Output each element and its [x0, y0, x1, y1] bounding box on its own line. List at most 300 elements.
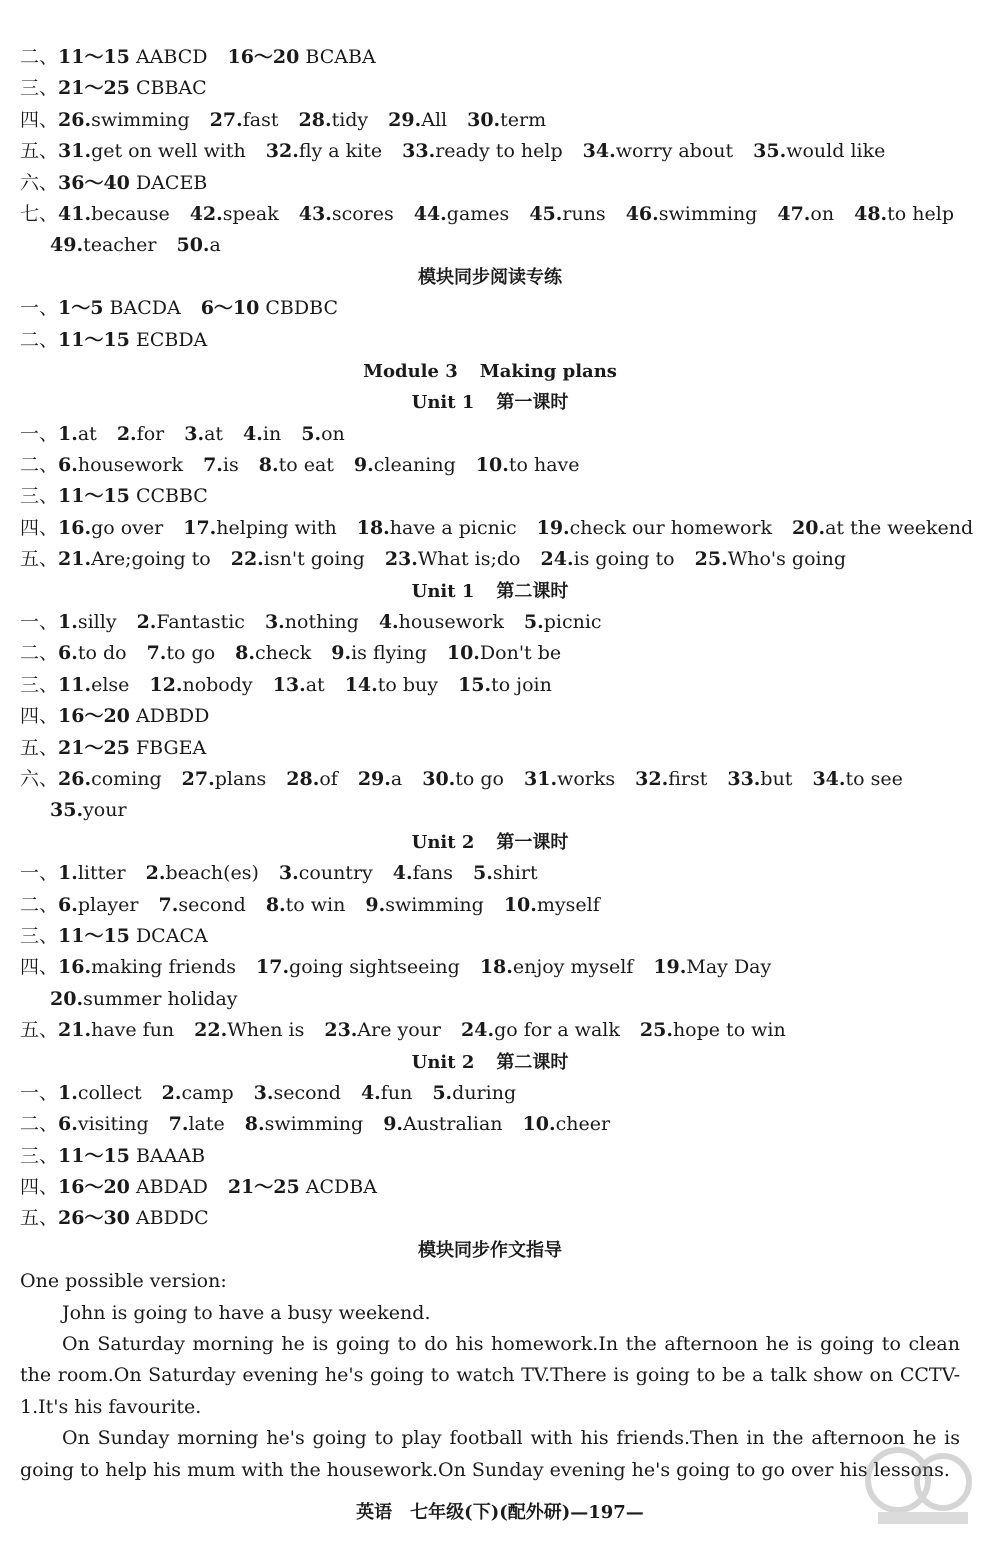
answer-line: [20, 764, 960, 795]
answer-line: [20, 1141, 960, 1172]
answer-text: Australian: [403, 1113, 503, 1136]
answer-text: because: [91, 202, 170, 225]
answer-text: silly: [77, 611, 117, 634]
question-number: 29.: [388, 108, 422, 131]
answer-item: [58, 517, 163, 539]
answer-text: for: [136, 422, 165, 445]
answer-item: [695, 548, 846, 570]
section-number: 三、: [20, 77, 59, 100]
answer-item: [383, 1113, 502, 1135]
question-number: 11～15: [58, 328, 130, 351]
answer-text: is going to: [573, 548, 675, 571]
question-number: 9.: [353, 454, 374, 477]
section-number: 四、: [20, 956, 59, 979]
answer-item: [50, 988, 238, 1010]
answer-item: [201, 297, 338, 319]
question-number: 6.: [58, 893, 78, 916]
answer-text: camp: [181, 1081, 234, 1104]
section-number: 一、: [20, 611, 59, 634]
answer-line: [20, 701, 960, 732]
answer-text: second: [273, 1081, 341, 1104]
answer-item: [184, 423, 223, 445]
section-heading: [20, 1235, 960, 1266]
answer-text: at the weekend: [825, 516, 974, 539]
answer-item: [58, 485, 208, 507]
answer-item: [379, 611, 504, 633]
answer-text: ABDDC: [129, 1207, 209, 1230]
section-number: 三、: [20, 673, 59, 696]
answer-text: country: [298, 862, 373, 885]
answer-line: [20, 136, 960, 167]
answer-text: worry about: [615, 140, 734, 163]
answer-text: DCACA: [129, 924, 208, 947]
answer-line: [20, 1203, 960, 1234]
answer-text: CBBAC: [129, 77, 207, 100]
question-number: 22.: [194, 1019, 228, 1042]
question-number: 49.: [50, 234, 84, 257]
answer-text: cheer: [555, 1113, 611, 1136]
section-number: 五、: [20, 548, 59, 571]
question-number: 11～15: [58, 485, 130, 508]
section-number: 六、: [20, 767, 59, 790]
answer-text: but: [760, 767, 793, 790]
answer-text: in: [262, 422, 282, 445]
question-number: 32.: [265, 140, 299, 163]
question-number: 27.: [209, 108, 243, 131]
heading-subtitle: Making plans: [479, 360, 617, 382]
answer-lines: [20, 42, 974, 1266]
answer-text: picnic: [543, 611, 602, 634]
question-number: 22.: [230, 548, 264, 571]
question-number: 16～20: [58, 1176, 130, 1199]
answer-item: [58, 140, 246, 162]
question-number: 21～25: [58, 736, 130, 759]
answer-text: What is;do: [417, 548, 521, 571]
answer-text: visiting: [77, 1113, 149, 1136]
answer-text: go for a walk: [494, 1019, 620, 1042]
question-number: 35.: [50, 799, 84, 822]
question-number: 11～15: [58, 1144, 130, 1167]
question-number: 48.: [854, 202, 888, 225]
section-number: 二、: [20, 328, 59, 351]
question-number: 10.: [503, 893, 537, 916]
section-number: 四、: [20, 1176, 59, 1199]
question-number: 24.: [540, 548, 574, 571]
answer-text: swimming: [91, 108, 190, 131]
answer-item: [273, 674, 325, 696]
answer-item: [117, 423, 164, 445]
question-number: 17.: [256, 956, 290, 979]
answer-line: [20, 1078, 960, 1109]
question-number: 17.: [183, 516, 217, 539]
question-number: 23.: [324, 1019, 358, 1042]
answer-item: [58, 956, 236, 978]
heading-subtitle: 第一课时: [496, 831, 569, 853]
question-number: 8.: [244, 1113, 265, 1136]
answer-text: fast: [242, 108, 279, 131]
answer-text: Don't be: [479, 642, 562, 665]
answer-item: [58, 46, 207, 68]
watermark-logo: [858, 1440, 978, 1530]
answer-item: [635, 768, 707, 790]
question-number: 11.: [58, 673, 92, 696]
section-number: 二、: [20, 893, 59, 916]
answer-item: [480, 956, 634, 978]
question-number: 28.: [298, 108, 332, 131]
section-number: 五、: [20, 1207, 59, 1230]
answer-item: [476, 454, 580, 476]
answer-text: BAAAB: [129, 1144, 206, 1167]
answer-item: [777, 203, 834, 225]
answer-item: [640, 1019, 786, 1041]
section-number: 三、: [20, 1144, 59, 1167]
answer-line: [20, 952, 960, 983]
answer-text: at: [77, 422, 97, 445]
question-number: 21.: [58, 1019, 92, 1042]
answer-text: coming: [91, 767, 162, 790]
answer-item: [266, 894, 346, 916]
section-number: 一、: [20, 862, 59, 885]
question-number: 9.: [365, 893, 386, 916]
answer-item: [254, 1082, 341, 1104]
question-number: 7.: [168, 1113, 189, 1136]
question-number: 27.: [181, 767, 215, 790]
question-number: 2.: [145, 862, 166, 885]
question-number: 5.: [472, 862, 493, 885]
heading-title: Unit 1: [411, 580, 475, 602]
section-heading: [20, 387, 960, 418]
question-number: 25.: [694, 548, 728, 571]
question-number: 25.: [639, 1019, 673, 1042]
section-number: 五、: [20, 736, 59, 759]
section-number: 二、: [20, 46, 59, 68]
answer-text: player: [77, 893, 139, 916]
question-number: 10.: [475, 454, 509, 477]
answer-line: [20, 105, 960, 136]
question-number: 7.: [203, 454, 223, 477]
answer-text: at: [204, 422, 224, 445]
answer-text: BCABA: [299, 46, 376, 68]
heading-title: Unit 1: [411, 392, 475, 414]
question-number: 30.: [467, 108, 501, 131]
question-number: 3.: [253, 1081, 274, 1104]
answer-item: [365, 894, 483, 916]
answer-text: DACEB: [129, 171, 208, 194]
question-number: 21～25: [227, 1176, 300, 1199]
answer-item: [541, 548, 675, 570]
answer-item: [169, 1113, 225, 1135]
answer-item: [50, 799, 127, 821]
section-heading: [20, 356, 960, 387]
answer-text: Fantastic: [156, 611, 245, 634]
question-number: 28.: [286, 767, 320, 790]
question-number: 20.: [792, 516, 826, 539]
answer-text: term: [500, 108, 547, 131]
answer-item: [727, 768, 792, 790]
answer-item: [432, 1082, 516, 1104]
question-number: 33.: [402, 140, 436, 163]
question-number: 18.: [479, 956, 513, 979]
question-number: 1.: [58, 1081, 78, 1104]
heading-subtitle: 第一课时: [496, 392, 569, 414]
answer-text: to go: [455, 767, 504, 790]
answer-item: [467, 109, 546, 131]
section-number: 四、: [20, 516, 59, 539]
answer-line: [20, 42, 960, 73]
answer-item: [653, 956, 771, 978]
answer-item: [402, 140, 563, 162]
answer-text: to eat: [278, 454, 334, 477]
section-number: 五、: [20, 1019, 59, 1042]
answer-text: collect: [77, 1081, 142, 1104]
question-number: 18.: [356, 516, 390, 539]
question-number: 6.: [58, 454, 78, 477]
question-number: 5.: [301, 422, 322, 445]
answer-text: helping with: [216, 516, 337, 539]
answer-item: [301, 423, 345, 445]
question-number: 7.: [146, 642, 167, 665]
answer-line: [20, 858, 960, 889]
question-number: 11～15: [58, 46, 130, 68]
answer-text: at: [305, 673, 325, 696]
question-number: 30.: [422, 767, 456, 790]
answer-text: would like: [786, 140, 886, 163]
heading-subtitle: 第二课时: [496, 1051, 569, 1073]
answer-text: of: [319, 767, 338, 790]
question-number: 13.: [272, 673, 306, 696]
answer-text: runs: [562, 202, 606, 225]
heading-title: 模块同步阅读专练: [418, 266, 562, 288]
essay-body: [20, 1298, 960, 1486]
answer-text: teacher: [83, 234, 157, 257]
answer-line: [20, 481, 960, 512]
answer-line: [20, 1015, 960, 1046]
answer-item: [149, 674, 252, 696]
question-number: 4.: [392, 862, 413, 885]
section-number: 二、: [20, 1113, 59, 1136]
question-number: 33.: [727, 767, 761, 790]
answer-item: [626, 203, 758, 225]
answer-text: AABCD: [129, 46, 208, 68]
answer-item: [354, 454, 456, 476]
question-number: 5.: [523, 611, 544, 634]
answer-item: [183, 517, 337, 539]
answer-item: [231, 548, 365, 570]
answer-text: nothing: [284, 611, 359, 634]
answer-item: [243, 423, 281, 445]
answer-item: [58, 894, 138, 916]
answer-item: [256, 956, 460, 978]
answer-text: shirt: [492, 862, 538, 885]
section-number: 二、: [20, 454, 59, 477]
answer-text: first: [668, 767, 708, 790]
answer-item: [324, 1019, 441, 1041]
section-number: 三、: [20, 485, 59, 508]
answer-item: [58, 1082, 142, 1104]
answer-text: is flying: [351, 642, 427, 665]
answer-text: go over: [91, 516, 164, 539]
answer-item: [331, 642, 427, 664]
section-number: 四、: [20, 108, 59, 131]
answer-text: on: [321, 422, 345, 445]
answer-text: to help: [887, 202, 955, 225]
answer-item: [182, 768, 267, 790]
question-number: 4.: [243, 422, 263, 445]
answer-item: [361, 1082, 412, 1104]
page-footer: 英语 七年级(下)(配外研)—197—: [356, 1502, 644, 1523]
question-number: 4.: [378, 611, 399, 634]
answer-item: [58, 77, 207, 99]
answer-text: a: [390, 767, 403, 790]
answer-item: [162, 1082, 234, 1104]
answer-text: swimming: [385, 893, 484, 916]
answer-item: [58, 611, 117, 633]
answer-item: [458, 674, 552, 696]
answer-item: [58, 454, 183, 476]
answer-text: to go: [166, 642, 216, 665]
question-number: 21～25: [58, 77, 130, 100]
question-number: 3.: [264, 611, 285, 634]
answer-text: to see: [845, 767, 903, 790]
answer-text: to have: [508, 454, 580, 477]
answer-text: is: [222, 454, 239, 477]
answer-text: Who's going: [727, 548, 846, 571]
question-number: 20.: [50, 987, 84, 1010]
question-number: 16～20: [58, 705, 130, 728]
question-number: 2.: [136, 611, 157, 634]
answer-item: [235, 642, 311, 664]
section-number: 五、: [20, 140, 59, 163]
answer-text: get on well with: [91, 140, 246, 163]
answer-item: [504, 894, 600, 916]
answer-text: late: [188, 1113, 225, 1136]
question-number: 8.: [235, 642, 255, 665]
answer-item: [345, 674, 438, 696]
answer-text: May Day: [686, 956, 772, 979]
answer-item: [58, 172, 207, 194]
answer-line: [20, 984, 960, 1015]
question-number: 44.: [413, 202, 447, 225]
answer-item: [279, 862, 373, 884]
answer-item: [388, 109, 447, 131]
answer-text: hope to win: [672, 1019, 786, 1042]
answer-item: [524, 611, 602, 633]
heading-title: 模块同步作文指导: [418, 1239, 562, 1261]
answer-item: [58, 862, 126, 884]
answer-item: [146, 862, 259, 884]
answer-item: [159, 894, 246, 916]
answer-item: [447, 642, 561, 664]
answer-item: [422, 768, 504, 790]
answer-item: [58, 329, 207, 351]
answer-line: [20, 73, 960, 104]
section-number: 四、: [20, 705, 59, 728]
answer-text: to buy: [377, 673, 438, 696]
answer-text: When is: [227, 1019, 305, 1042]
answer-text: FBGEA: [129, 736, 207, 759]
question-number: 6～10: [200, 297, 260, 320]
answer-text: enjoy myself: [512, 956, 634, 979]
answer-item: [792, 517, 973, 539]
answer-line: [20, 1109, 960, 1140]
answer-item: [461, 1019, 620, 1041]
answer-item: [137, 611, 245, 633]
answer-item: [812, 768, 902, 790]
essay-paragraph: On Saturday morning he is going to do his homework.In the afternoon he is going to clean the room.On Saturday evening he's going to watch TV.There is going to be a talk show on CCTV-1.It's his favourite.: [20, 1333, 960, 1418]
question-number: 4.: [360, 1081, 381, 1104]
question-number: 26.: [58, 767, 92, 790]
answer-item: [265, 611, 359, 633]
question-number: 21.: [58, 548, 92, 571]
question-number: 26.: [58, 108, 92, 131]
question-number: 14.: [344, 673, 378, 696]
answer-item: [414, 203, 510, 225]
answer-text: have a picnic: [389, 516, 517, 539]
answer-text: nobody: [182, 673, 253, 696]
answer-line: [20, 230, 960, 261]
question-number: 2.: [161, 1081, 182, 1104]
question-number: 19.: [653, 956, 687, 979]
answer-text: to do: [77, 642, 127, 665]
question-number: 47.: [777, 202, 811, 225]
answer-line: [20, 293, 960, 324]
answer-text: BACDA: [103, 297, 181, 320]
question-number: 3.: [278, 862, 299, 885]
question-number: 9.: [331, 642, 352, 665]
question-number: 24.: [461, 1019, 495, 1042]
answer-item: [194, 1019, 304, 1041]
answer-item: [58, 1019, 174, 1041]
answer-text: your: [83, 799, 127, 822]
answer-text: ADBDD: [129, 705, 210, 728]
answer-line: [20, 670, 960, 701]
section-number: 七、: [20, 202, 59, 225]
section-number: 三、: [20, 924, 59, 947]
answer-line: [20, 1172, 960, 1203]
answer-line: [20, 199, 960, 230]
answer-item: [286, 768, 338, 790]
question-number: 35.: [753, 140, 787, 163]
answer-text: plans: [214, 767, 267, 790]
answer-item: [473, 862, 538, 884]
question-number: 46.: [625, 202, 659, 225]
answer-item: [523, 1113, 611, 1135]
answer-text: ABDAD: [129, 1176, 208, 1199]
heading-title: Module 3: [363, 360, 458, 382]
heading-title: Unit 2: [411, 1051, 475, 1073]
question-number: 23.: [384, 548, 418, 571]
answer-item: [227, 46, 375, 68]
question-number: 34.: [582, 140, 616, 163]
question-number: 31.: [58, 140, 92, 163]
answer-item: [58, 203, 170, 225]
question-number: 3.: [184, 422, 205, 445]
answer-text: check: [254, 642, 312, 665]
answer-item: [58, 737, 206, 759]
question-number: 16～20: [227, 46, 300, 68]
answer-item: [529, 203, 605, 225]
answer-text: summer holiday: [83, 987, 238, 1010]
answer-item: [299, 109, 369, 131]
answer-item: [537, 517, 772, 539]
answer-text: isn't going: [263, 548, 365, 571]
answer-item: [190, 203, 279, 225]
question-number: 7.: [158, 893, 179, 916]
question-number: 6.: [58, 642, 78, 665]
answer-line: [20, 450, 960, 481]
question-number: 45.: [529, 202, 563, 225]
answer-text: housework: [398, 611, 504, 634]
